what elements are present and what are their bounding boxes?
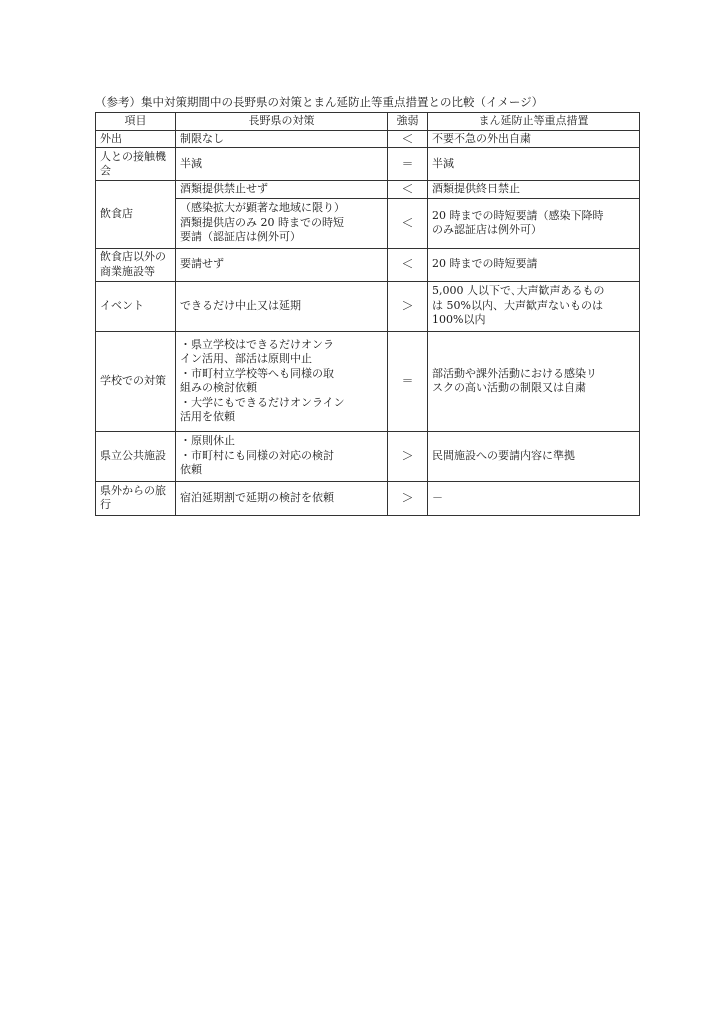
priority-measure: 部活動や課外活動における感染リ スクの高い活動の制限又は自粛	[428, 331, 640, 431]
comparison-table	[95, 112, 640, 516]
priority-measure: 酒類提供終日禁止	[428, 181, 640, 199]
strength-symbol: ＞	[388, 481, 428, 515]
strength-symbol: ＜	[388, 248, 428, 281]
header-item: 項目	[96, 113, 176, 131]
nagano-measure: 制限なし	[176, 130, 388, 148]
strength-symbol: ＜	[388, 130, 428, 148]
table-row	[96, 281, 640, 331]
priority-measure: 半減	[428, 148, 640, 181]
header-priority-measures: まん延防止等重点措置	[428, 113, 640, 131]
row-item: 学校での対策	[96, 331, 176, 431]
strength-symbol: ＞	[388, 281, 428, 331]
nagano-measure: 要請せず	[176, 248, 388, 281]
table-row	[96, 248, 640, 281]
strength-symbol: ＜	[388, 181, 428, 199]
nagano-measure: ・原則休止 ・市町村にも同様の対応の検討 依頼	[176, 431, 388, 481]
table-row	[96, 481, 640, 515]
nagano-measure: できるだけ中止又は延期	[176, 281, 388, 331]
document-title: （参考）集中対策期間中の長野県の対策とまん延防止等重点措置との比較（イメージ）	[95, 95, 544, 109]
table-header-row	[96, 113, 640, 131]
strength-symbol: ＝	[388, 148, 428, 181]
priority-measure: 5,000 人以下で､大声歓声あるもの は 50%以内、大声歓声ないものは 100%以内	[428, 281, 640, 331]
table-row	[96, 181, 640, 199]
table-row	[96, 331, 640, 431]
nagano-measure: 宿泊延期割で延期の検討を依頼	[176, 481, 388, 515]
row-item: イベント	[96, 281, 176, 331]
table-row	[96, 130, 640, 148]
header-nagano-measures: 長野県の対策	[176, 113, 388, 131]
table-row	[96, 148, 640, 181]
priority-measure: 20 時までの時短要請	[428, 248, 640, 281]
table-row	[96, 198, 640, 248]
nagano-measure: ・県立学校はできるだけオンラ イン活用、部活は原則中止 ・市町村立学校等へも同様の取 組みの検討依頼 ・大学にもできるだけオンライン 活用を依頼	[176, 331, 388, 431]
priority-measure: －	[428, 481, 640, 515]
nagano-measure: 半減	[176, 148, 388, 181]
row-item: 県立公共施設	[96, 431, 176, 481]
row-item: 飲食店以外の商業施設等	[96, 248, 176, 281]
priority-measure: 不要不急の外出自粛	[428, 130, 640, 148]
priority-measure: 20 時までの時短要請（感染下降時 のみ認証店は例外可）	[428, 198, 640, 248]
row-item: 飲食店	[96, 181, 176, 249]
strength-symbol: ＝	[388, 331, 428, 431]
nagano-measure: （感染拡大が顕著な地域に限り） 酒類提供店のみ 20 時までの時短 要請（認証店は例外可）	[176, 198, 388, 248]
row-item: 外出	[96, 130, 176, 148]
header-strength: 強弱	[388, 113, 428, 131]
table-row	[96, 431, 640, 481]
row-item: 県外からの旅行	[96, 481, 176, 515]
nagano-measure: 酒類提供禁止せず	[176, 181, 388, 199]
priority-measure: 民間施設への要請内容に準拠	[428, 431, 640, 481]
strength-symbol: ＞	[388, 431, 428, 481]
strength-symbol: ＜	[388, 198, 428, 248]
row-item: 人との接触機会	[96, 148, 176, 181]
